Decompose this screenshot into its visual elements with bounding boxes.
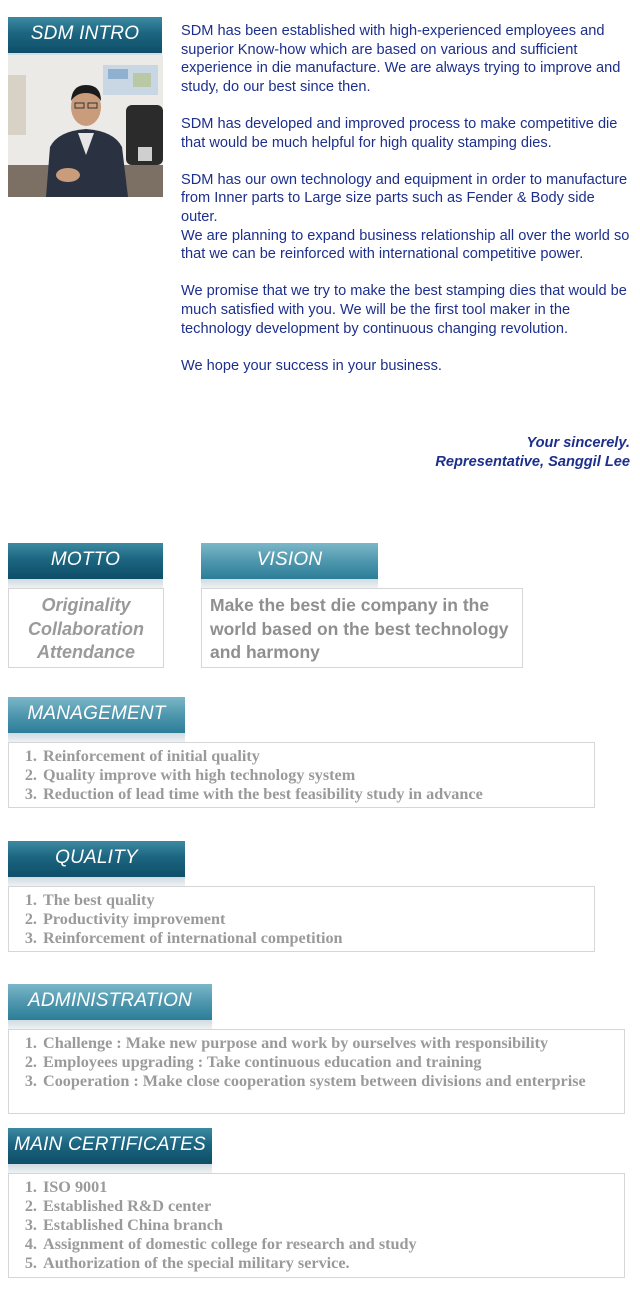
list-item: 1. Reinforcement of initial quality — [41, 747, 594, 766]
quality-list — [9, 887, 594, 948]
motto-line: Collaboration — [28, 618, 144, 639]
intro-paragraph: We promise that we try to make the best stamping dies that would be much satisfied with you. We will be the first tool maker in the technology development by continuous changing revolution. — [181, 283, 627, 337]
intro-header-label: SDM INTRO — [30, 23, 140, 44]
administration-list — [9, 1030, 624, 1091]
certificates-header-label: MAIN CERTIFICATES — [14, 1134, 206, 1155]
management-box — [8, 742, 595, 808]
intro-paragraph: SDM has developed and improved process to make competitive die that would be much helpful for high quality stamping dies. — [181, 115, 618, 151]
quality-header-label: QUALITY — [55, 847, 138, 868]
quality-header — [8, 841, 185, 877]
administration-header — [8, 984, 212, 1020]
list-item: 2. Productivity improvement — [41, 910, 594, 929]
signature-text: Representative, Sanggil Lee — [435, 453, 630, 470]
motto-box — [8, 588, 164, 668]
representative-photo-image — [8, 55, 163, 197]
list-item: 3. Reduction of lead time with the best feasibility study in advance — [41, 785, 594, 804]
intro-paragraph: We are planning to expand business relationship all over the world so that we can be reinforced with international competitive power. — [181, 227, 630, 263]
signature-block — [435, 434, 630, 471]
motto-header-label: MOTTO — [50, 549, 121, 570]
motto-line: Attendance — [36, 642, 135, 662]
administration-box — [8, 1029, 625, 1114]
list-item: 2. Quality improve with high technology system — [41, 766, 594, 785]
vision-header — [201, 543, 378, 579]
list-item: 3. Reinforcement of international competition — [41, 929, 594, 948]
intro-paragraph: We hope your success in your business. — [181, 357, 442, 374]
list-item: 5. Authorization of the special military service. — [41, 1254, 624, 1273]
vision-header-label: VISION — [256, 549, 323, 570]
certificates-list — [9, 1174, 624, 1273]
list-item: 2. Established R&D center — [41, 1197, 624, 1216]
intro-paragraph: SDM has our own technology and equipment in order to manufacture from Inner parts to Large size parts such as Fender & Body side outer. — [181, 171, 628, 225]
certificates-header — [8, 1128, 212, 1164]
list-item: 1. The best quality — [41, 891, 594, 910]
list-item: 3. Established China branch — [41, 1216, 624, 1235]
vision-box — [201, 588, 523, 668]
intro-paragraph: SDM has been established with high-experienced employees and superior Know-how which are based on various and sufficient experience in die manufacture. We are always trying to improve and study, do our best since then. — [181, 23, 621, 95]
administration-header-label: ADMINISTRATION — [28, 990, 192, 1011]
intro-header — [8, 17, 162, 53]
motto-line: Originality — [41, 595, 131, 615]
quality-box — [8, 886, 595, 952]
management-header — [8, 697, 185, 733]
motto-header — [8, 543, 163, 579]
management-header-label: MANAGEMENT — [27, 703, 166, 724]
vision-text: Make the best die company in the world based on the best technology and harmony — [210, 595, 509, 662]
list-item: 1. Challenge : Make new purpose and work by ourselves with responsibility — [41, 1034, 624, 1053]
list-item: 1. ISO 9001 — [41, 1178, 624, 1197]
certificates-box — [8, 1173, 625, 1278]
list-item: 4. Assignment of domestic college for research and study — [41, 1235, 624, 1254]
intro-text — [181, 22, 633, 394]
list-item: 3. Cooperation : Make close cooperation system between divisions and enterprise — [41, 1072, 624, 1091]
list-item: 2. Employees upgrading : Take continuous education and training — [41, 1053, 624, 1072]
closing-text: Your sincerely. — [526, 435, 630, 451]
representative-photo — [8, 55, 163, 197]
management-list — [9, 743, 594, 804]
